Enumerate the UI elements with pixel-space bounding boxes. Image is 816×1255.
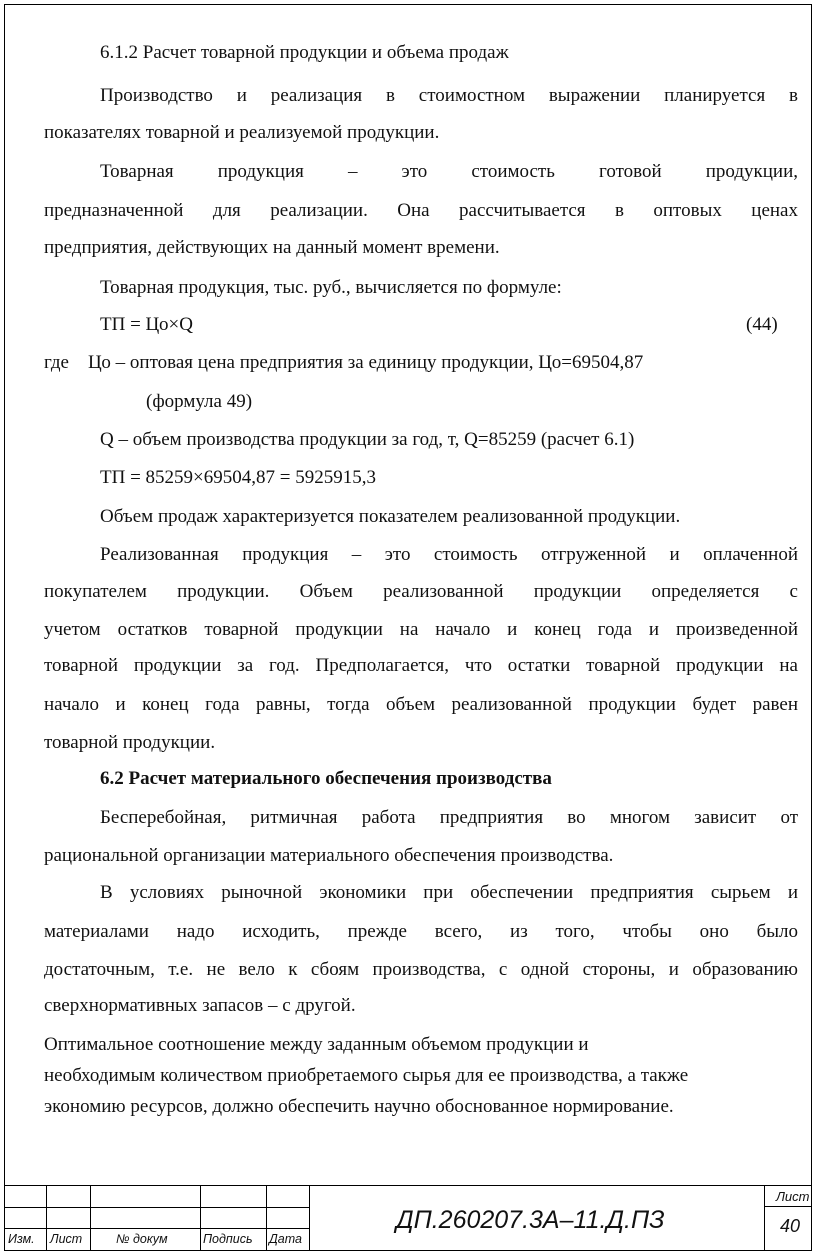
formula-44: ТП = Цо×Q [100,314,193,335]
column-label-data: Дата [269,1232,302,1246]
paragraph-line: Оптимальное соотношение между заданным объемом продукции и [44,1034,589,1055]
paragraph-line: предприятия, действующих на данный момент времени. [44,237,500,258]
paragraph-line: учетом остатков товарной продукции на начало и конец года и произведенной [44,619,798,640]
paragraph-line: необходимым количеством приобретаемого сырья для ее производства, а также [44,1065,689,1086]
sheet-label: Лист [776,1189,810,1204]
column-label-list: Лист [50,1232,83,1246]
grid-line [309,1186,310,1251]
sheet-number: 40 [780,1216,801,1236]
document-code: ДП.260207.3А–11.Д.ПЗ [396,1206,665,1234]
section-heading-6-1-2: 6.1.2 Расчет товарной продукции и объема продаж [100,42,509,63]
grid-line [764,1186,765,1251]
column-label-podpis: Подпись [203,1232,253,1246]
grid-line [764,1206,812,1207]
grid-line [200,1186,201,1251]
paragraph-line: материалами надо исходить, прежде всего, из того, чтобы оно было [44,921,798,942]
paragraph-line: начало и конец года равны, тогда объем реализованной продукции будет равен [44,694,798,715]
column-label-izm: Изм. [8,1232,35,1246]
paragraph-line: Производство и реализация в стоимостном выражении планируется в [100,85,798,106]
paragraph-line: покупателем продукции. Объем реализованной продукции определяется с [44,581,798,602]
paragraph-line: экономию ресурсов, должно обеспечить научно обоснованное нормирование. [44,1096,674,1117]
column-label-dokum: № докум [116,1232,168,1246]
paragraph-line: предназначенной для реализации. Она рассчитывается в оптовых ценах [44,200,798,221]
paragraph-line: Объем продаж характеризуется показателем реализованной продукции. [100,506,681,527]
paragraph-line: достаточным, т.е. не вело к сбоям производства, с одной стороны, и образованию [44,959,798,980]
grid-line [4,1207,309,1208]
paragraph-line: Товарная продукция – это стоимость готовой продукции, [100,161,798,182]
where-line: где Цо – оптовая цена предприятия за единицу продукции, Цо=69504,87 [44,352,644,373]
formula-number: (44) [746,314,778,335]
paragraph-line: Реализованная продукция – это стоимость отгруженной и оплаченной [100,544,798,565]
calculation-line: ТП = 85259×69504,87 = 5925915,3 [100,467,376,488]
paragraph-line: Бесперебойная, ритмичная работа предприятия во многом зависит от [100,807,798,828]
paragraph-line: Товарная продукция, тыс. руб., вычисляется по формуле: [100,277,562,298]
grid-line [90,1186,91,1251]
title-block [4,1185,812,1251]
grid-line [266,1186,267,1251]
paragraph-line: В условиях рыночной экономики при обеспечении предприятия сырьем и [100,882,798,903]
where-line: (формула 49) [146,391,253,412]
grid-line [4,1228,309,1229]
paragraph-line: рациональной организации материального обеспечения производства. [44,845,614,866]
paragraph-line: сверхнормативных запасов – с другой. [44,995,356,1016]
paragraph-line: показателях товарной и реализуемой продукции. [44,122,440,143]
grid-line [46,1186,47,1251]
where-line: Q – объем производства продукции за год, т, Q=85259 (расчет 6.1) [100,429,635,450]
section-heading-6-2: 6.2 Расчет материального обеспечения производства [100,768,552,789]
paragraph-line: товарной продукции за год. Предполагается, что остатки товарной продукции на [44,655,798,676]
paragraph-line: товарной продукции. [44,732,216,753]
